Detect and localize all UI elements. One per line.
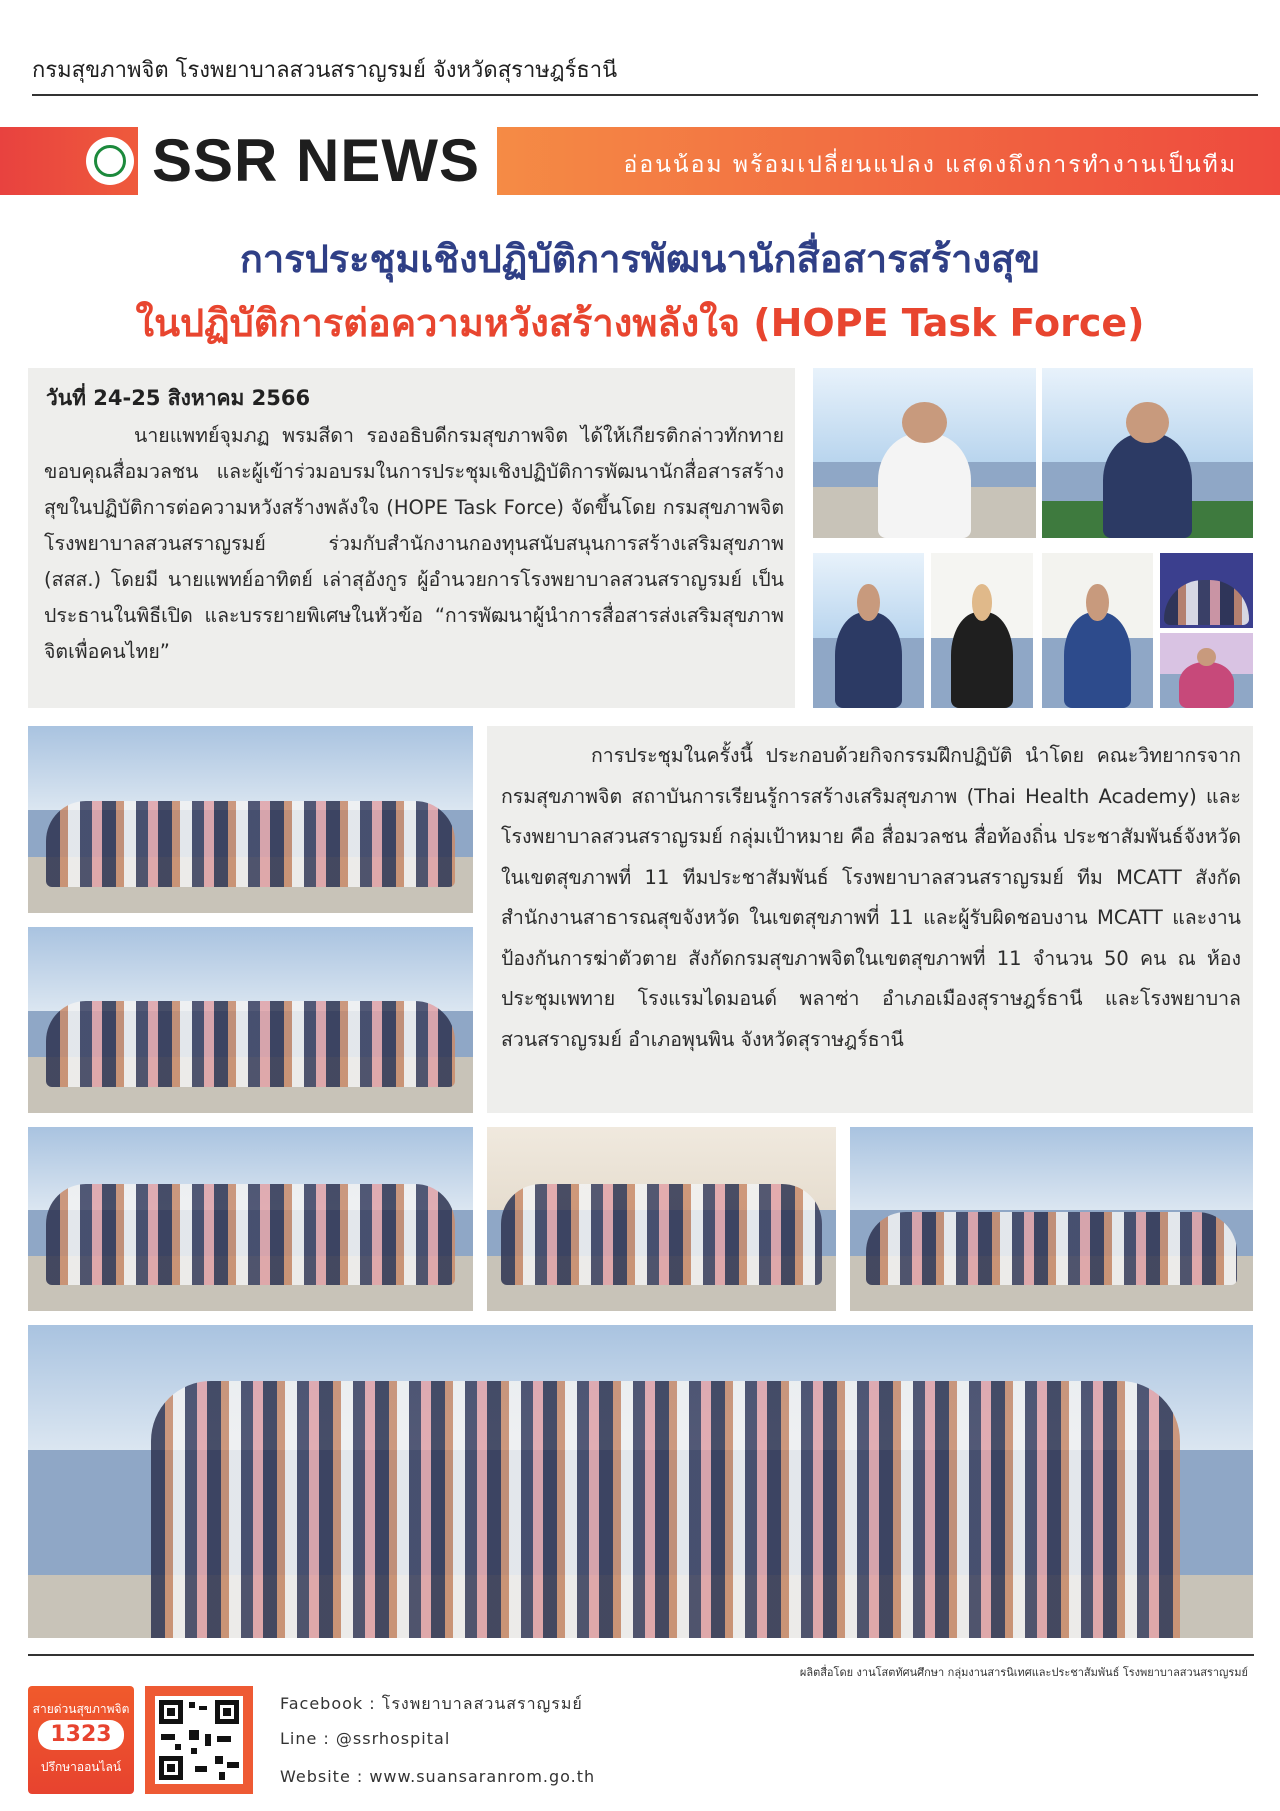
article-paragraph-2 xyxy=(501,736,1241,1060)
photo-activity-1 xyxy=(28,1127,473,1311)
banner-red-block xyxy=(0,127,138,195)
photo-activity-2 xyxy=(487,1127,836,1311)
article-box-intro xyxy=(28,368,795,708)
hotline-subtitle: ปรึกษาออนไลน์ xyxy=(40,1760,122,1774)
banner-slogan-bar xyxy=(497,127,1280,195)
hotline-number: 1323 xyxy=(38,1720,124,1750)
headline-line2: ในปฏิบัติการต่อความหวังสร้างพลังใจ (HOPE Task Force) xyxy=(135,301,1145,345)
line-link[interactable]: Line : @ssrhospital xyxy=(280,1729,451,1748)
banner-title: SSR NEWS xyxy=(152,127,481,194)
logo-emblem-icon xyxy=(94,145,126,177)
paragraph-2-text: การประชุมในครั้งนี้ ประกอบด้วยกิจกรรมฝึกปฏิบัติ นำโดย คณะวิทยากรจากกรมสุขภาพจิต สถาบันการเรียนรู้การสร้างเสริมสุขภาพ (Thai Health Academy) และโรงพยาบาลสวนสราญรมย์ กลุ่มเป้าหมาย คือ สื่อมวลชน สื่อท้องถิ่น ประชาสัมพันธ์จังหวัดในเขตสุขภาพที่ 11 ทีมประชาสัมพันธ์ โรงพยาบาลสวนสราญรมย์ ทีม MCATT สังกัดสำนักงานสาธารณสุขจังหวัด ในเขตสุขภาพที่ 11 และผู้รับผิดชอบงาน MCATT และงานป้องกันการฆ่าตัวตาย สังกัดกรมสุขภาพจิตในเขตสุขภาพที่ 11 จำนวน 50 คน ณ ห้องประชุมเพทาย โรงแรมไดมอนด์ พลาซ่า อำเภอเมืองสุราษฎร์ธานี และโรงพยาบาลสวนสราญรมย์ อำเภอพุนพิน จังหวัดสุราษฎร์ธานี xyxy=(501,744,1241,1051)
photo-speaker-4 xyxy=(931,553,1033,708)
qr-code-icon[interactable] xyxy=(145,1686,253,1794)
hotline-label: สายด่วนสุขภาพจิต xyxy=(32,1702,130,1716)
article-box-details xyxy=(487,726,1253,1113)
photo-speaker-3 xyxy=(813,553,924,708)
photo-speaker-1 xyxy=(813,368,1036,538)
ministry-logo-icon xyxy=(86,137,134,185)
paragraph-1-text: นายแพทย์จุมภฏ พรมสีดา รองอธิบดีกรมสุขภาพจิต ได้ให้เกียรติกล่าวทักทาย ขอบคุณสื่อมวลชน และผู้เข้าร่วมอบรมในการประชุมเชิงปฏิบัติการพัฒนานักสื่อสารสร้างสุขในปฏิบัติการต่อความหวังสร้างพลังใจ (HOPE Task Force) จัดขึ้นโดย กรมสุขภาพจิต โรงพยาบาลสวนสราญรมย์ ร่วมกับสำนักงานกองทุนสนับสนุนการสร้างเสริมสุขภาพ (สสส.) โดยมี นายแพทย์อาทิตย์ เล่าสุอังกูร ผู้อำนวยการโรงพยาบาลสวนสราญรมย์ เป็นประธานในพิธีเปิด และบรรยายพิเศษในหัวข้อ “การพัฒนาผู้นำการสื่อสารส่งเสริมสุขภาพจิตเพื่อคนไทย” xyxy=(44,424,784,663)
photo-speaker-6 xyxy=(1160,633,1253,708)
photo-group-2 xyxy=(28,927,473,1113)
photo-audience xyxy=(1160,553,1253,628)
organization-header: กรมสุขภาพจิต โรงพยาบาลสวนสราญรมย์ จังหวัดสุราษฎร์ธานี xyxy=(32,58,618,83)
photo-group-certificates xyxy=(28,1325,1253,1638)
hotline-badge xyxy=(28,1686,134,1794)
production-credit: ผลิตสื่อโดย งานโสตทัศนศึกษา กลุ่มงานสารนิเทศและประชาสัมพันธ์ โรงพยาบาลสวนสราญรมย์ xyxy=(799,1666,1248,1679)
footer-divider xyxy=(28,1654,1254,1656)
facebook-link[interactable]: Facebook : โรงพยาบาลสวนสราญรมย์ xyxy=(280,1694,583,1713)
article-date: วันที่ 24-25 สิงหาคม 2566 xyxy=(46,386,311,410)
headline-line1: การประชุมเชิงปฏิบัติการพัฒนานักสื่อสารสร้างสุข xyxy=(239,237,1041,281)
website-link[interactable]: Website : www.suansaranrom.go.th xyxy=(280,1767,596,1786)
banner-slogan: อ่อนน้อม พร้อมเปลี่ยนแปลง แสดงถึงการทำงานเป็นทีม xyxy=(623,152,1237,178)
news-banner xyxy=(0,127,1280,195)
photo-speaker-2 xyxy=(1042,368,1253,538)
photo-group-1 xyxy=(28,726,473,913)
photo-speaker-5 xyxy=(1042,553,1153,708)
photo-activity-3 xyxy=(850,1127,1253,1311)
article-paragraph-1 xyxy=(44,418,784,670)
header-divider xyxy=(32,94,1258,96)
